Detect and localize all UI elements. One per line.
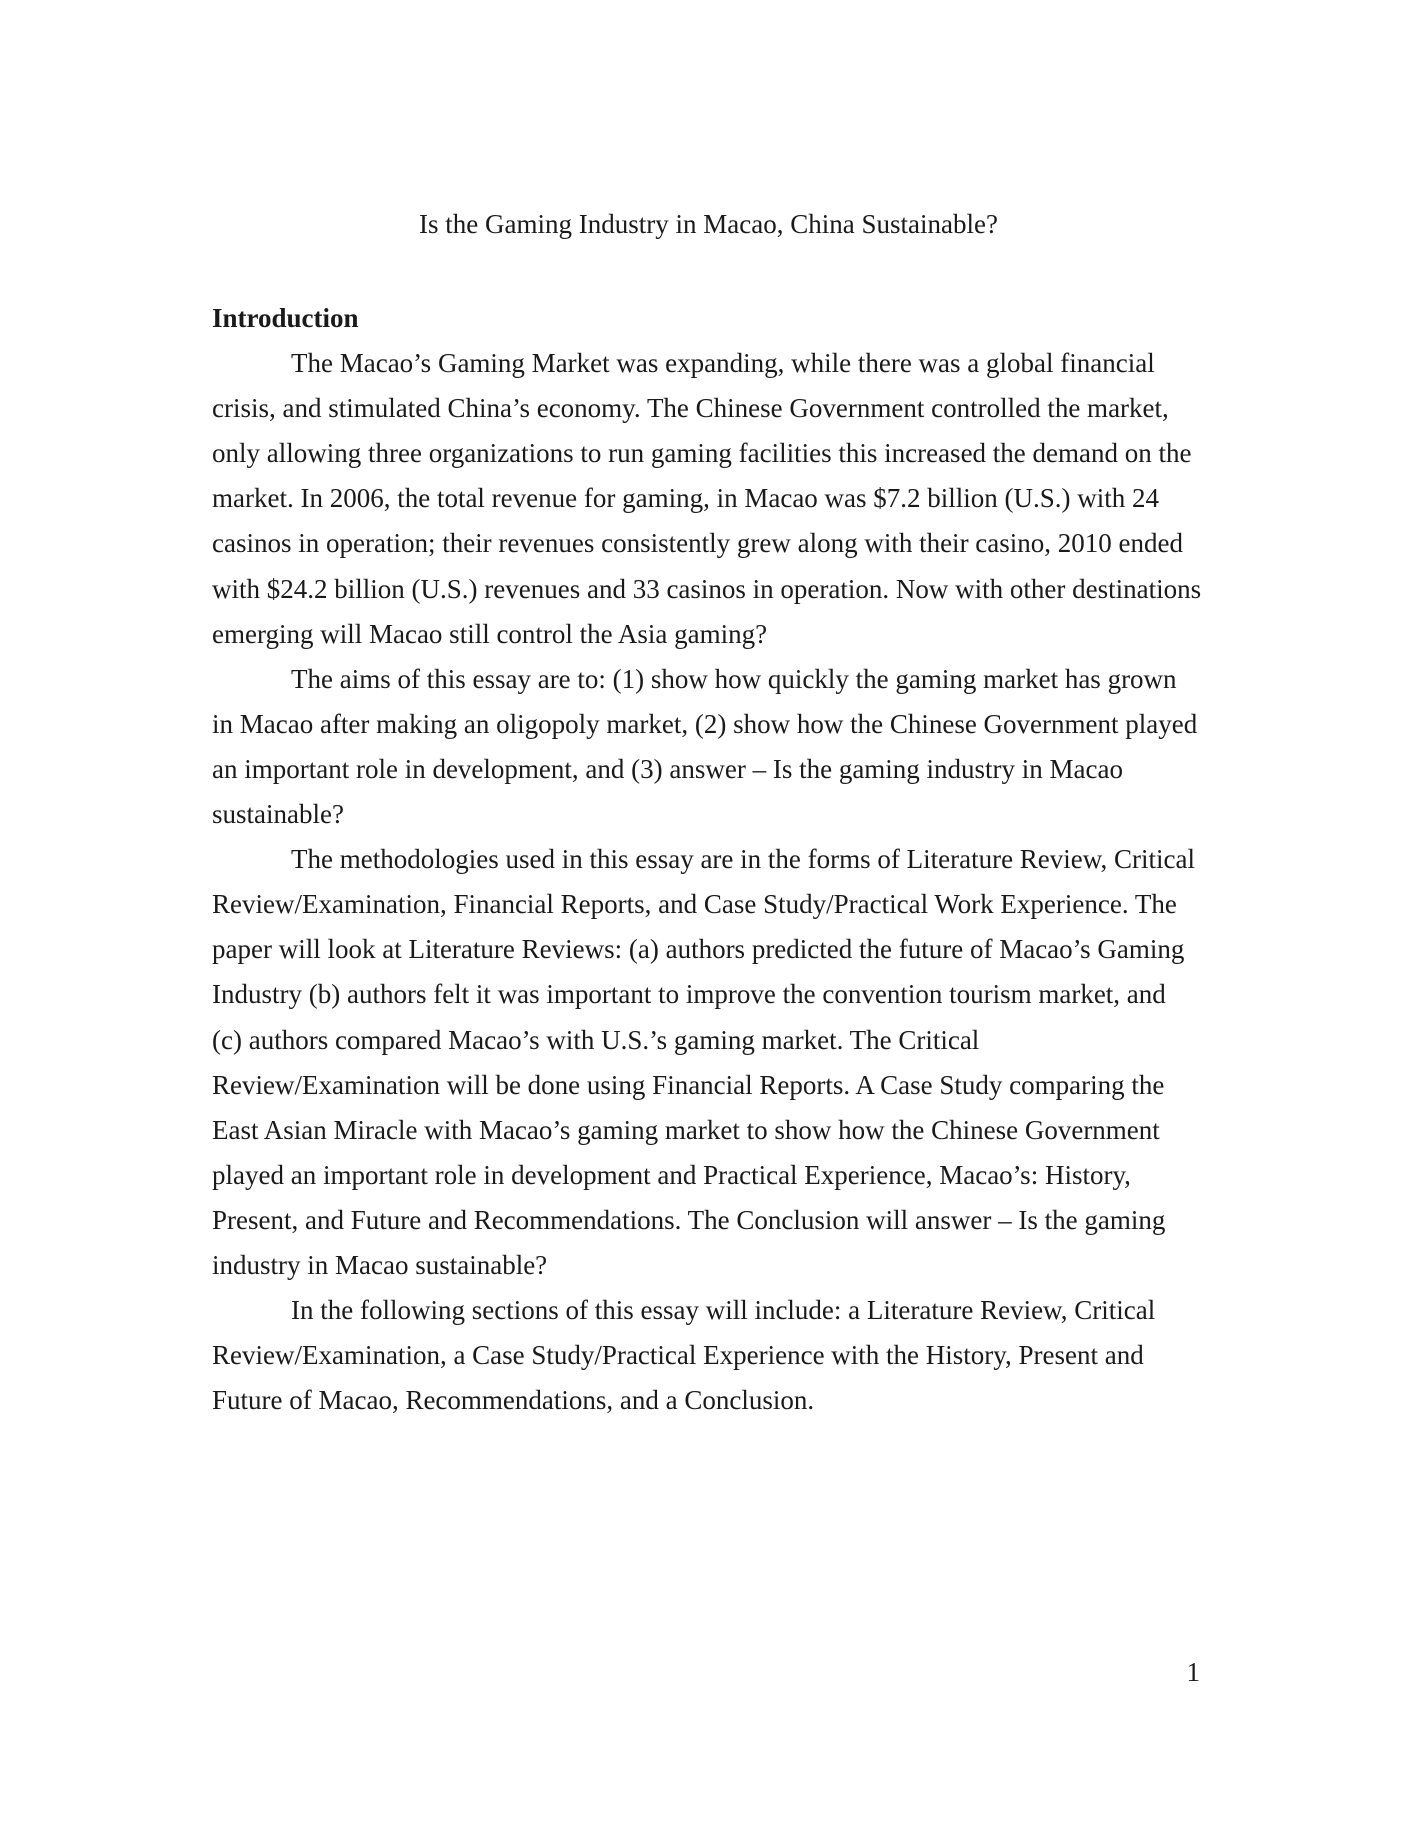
page-number: 1 [1186,1657,1200,1687]
paragraph-1: The Macao’s Gaming Market was expanding, while there was a global financial crisis, and stimulated China’s economy. The Chinese Government controlled the market, only allowing three organizations to run gaming facilities this increased the demand on the market. In 2006, the total revenue for gaming, in Macao was $7.2 billion (U.S.) with 24 casinos in operation; their revenues consistently grew along with their casino, 2010 ended with $24.2 billion (U.S.) revenues and 33 casinos in operation. Now with other destinations emerging will Macao still control the Asia gaming? [212,348,1202,649]
paragraph-2: The aims of this essay are to: (1) show how quickly the gaming market has grown in Macao after making an oligopoly market, (2) show how the Chinese Government played an important role in development, and (3) answer – Is the gaming industry in Macao sustainable? [212,663,1198,830]
document-body [212,296,1202,1423]
section-heading-introduction: Introduction [212,303,359,333]
document-title: Is the Gaming Industry in Macao, China Sustainable? [419,209,998,239]
paragraph-3: The methodologies used in this essay are in the forms of Literature Review, Critical Review/Examination, Financial Reports, and Case Study/Practical Work Experience. The paper will look at Literature Reviews: (a) authors predicted the future of Macao’s Gaming Industry (b) authors felt it was important to improve the convention tourism market, and (c) authors compared Macao’s with U.S.’s gaming market. The Critical Review/Examination will be done using Financial Reports. A Case Study comparing the East Asian Miracle with Macao’s gaming market to show how the Chinese Government played an important role in development and Practical Experience, Macao’s: History, Present, and Future and Recommendations. The Conclusion will answer – Is the gaming industry in Macao sustainable? [212,844,1195,1280]
paragraph-4: In the following sections of this essay will include: a Literature Review, Critical Review/Examination, a Case Study/Practical Experience with the History, Present and Future of Macao, Recommendations, and a Conclusion. [212,1295,1156,1416]
